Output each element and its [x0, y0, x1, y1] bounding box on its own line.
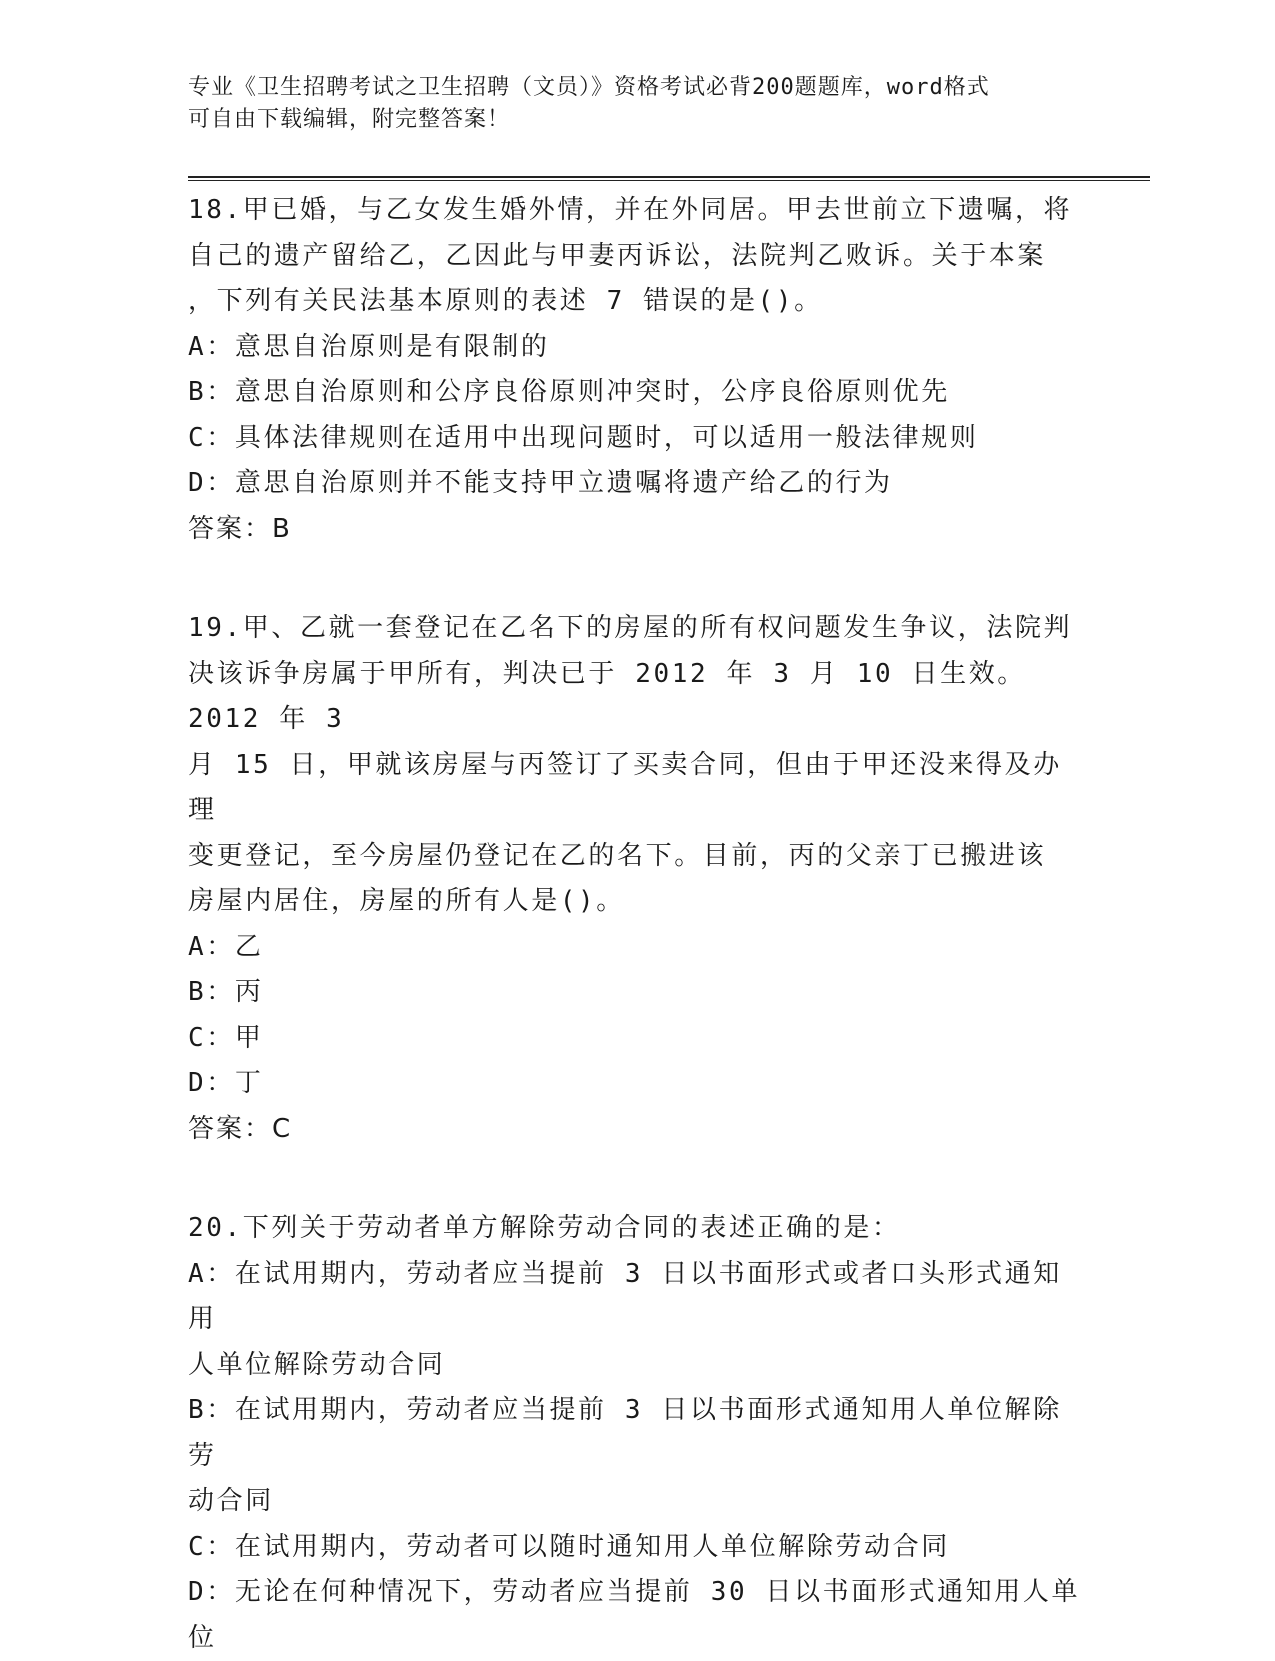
answer: 答案：C	[188, 1107, 1088, 1153]
header-line-2: 可自由下载编辑，附完整答案！	[188, 104, 1068, 136]
header-line-1: 专业《卫生招聘考试之卫生招聘（文员）》资格考试必背200题题库，word格式	[188, 72, 1068, 104]
question-19	[188, 606, 1088, 1152]
option-a-line-1: A：在试用期内，劳动者应当提前 3 日以书面形式或者口头形式通知用	[188, 1252, 1088, 1343]
option-b: B：意思自治原则和公序良俗原则冲突时，公序良俗原则优先	[188, 370, 1088, 416]
question-list	[188, 188, 1088, 1661]
option-d-line-1: D：无论在何种情况下，劳动者应当提前 30 日以书面形式通知用人单	[188, 1570, 1088, 1616]
option-c: C：甲	[188, 1016, 1088, 1062]
option-b: B：丙	[188, 970, 1088, 1016]
question-stem-line: 变更登记，至今房屋仍登记在乙的名下。目前，丙的父亲丁已搬进该	[188, 834, 1088, 880]
option-b-line-2: 动合同	[188, 1479, 1088, 1525]
question-stem-line: 决该诉争房属于甲所有，判决已于 2012 年 3 月 10 日生效。2012 年 3	[188, 652, 1088, 743]
option-b-line-1: B：在试用期内，劳动者应当提前 3 日以书面形式通知用人单位解除劳	[188, 1388, 1088, 1479]
option-a-line-2: 人单位解除劳动合同	[188, 1343, 1088, 1389]
question-stem-line: 20.下列关于劳动者单方解除劳动合同的表述正确的是：	[188, 1206, 1088, 1252]
question-stem-line: 19.甲、乙就一套登记在乙名下的房屋的所有权问题发生争议，法院判	[188, 606, 1088, 652]
document-header	[188, 72, 1068, 136]
answer: 答案：B	[188, 507, 1088, 553]
question-stem-line: 自己的遗产留给乙，乙因此与甲妻丙诉讼，法院判乙败诉。关于本案	[188, 234, 1088, 280]
header-divider	[188, 176, 1150, 181]
question-stem-line: 房屋内居住，房屋的所有人是()。	[188, 879, 1088, 925]
question-stem-line: 月 15 日，甲就该房屋与丙签订了买卖合同，但由于甲还没来得及办理	[188, 743, 1088, 834]
question-18	[188, 188, 1088, 552]
question-spacer	[188, 1152, 1088, 1206]
question-spacer	[188, 552, 1088, 606]
question-stem-line: 18.甲已婚，与乙女发生婚外情，并在外同居。甲去世前立下遗嘱，将	[188, 188, 1088, 234]
question-20	[188, 1206, 1088, 1661]
option-d-line-2: 位	[188, 1616, 1088, 1661]
option-a: A：意思自治原则是有限制的	[188, 325, 1088, 371]
option-a: A：乙	[188, 925, 1088, 971]
option-c: C：具体法律规则在适用中出现问题时，可以适用一般法律规则	[188, 416, 1088, 462]
option-d: D：丁	[188, 1061, 1088, 1107]
option-d: D：意思自治原则并不能支持甲立遗嘱将遗产给乙的行为	[188, 461, 1088, 507]
option-c: C：在试用期内，劳动者可以随时通知用人单位解除劳动合同	[188, 1525, 1088, 1571]
question-stem-line: ，下列有关民法基本原则的表述 7 错误的是()。	[188, 279, 1088, 325]
